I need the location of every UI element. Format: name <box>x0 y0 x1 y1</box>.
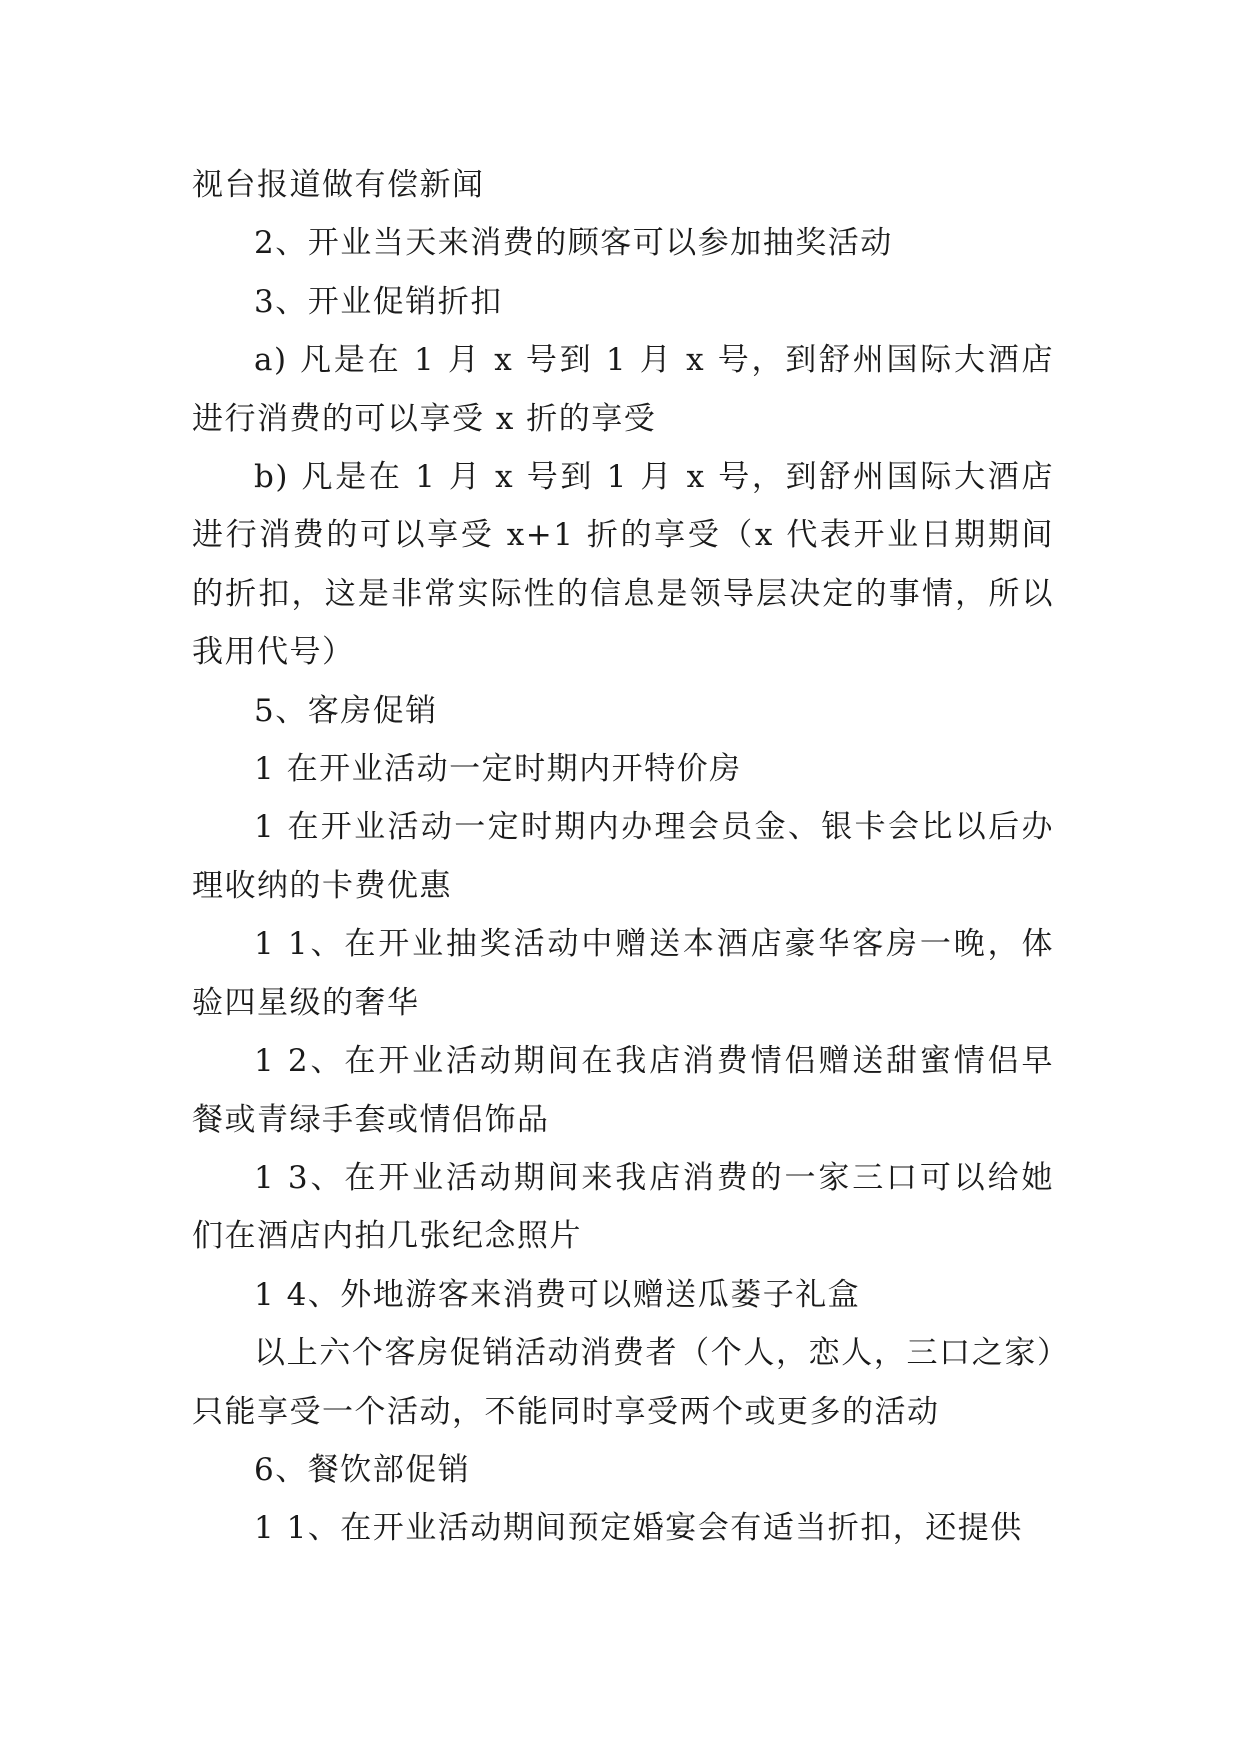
paragraph-1: 视台报道做有偿新闻 <box>192 167 485 203</box>
document-body <box>192 156 1054 1558</box>
paragraph-14: 6、餐饮部促销 <box>254 1451 471 1488</box>
paragraph-10: 1 2、在开业活动期间在我店消费情侣赠送甜蜜情侣早餐或青绿手套或情侣饰品 <box>192 1043 1054 1138</box>
paragraph-3: 3、开业促销折扣 <box>254 283 503 320</box>
paragraph-13: 以上六个客房促销活动消费者（个人，恋人，三口之家）只能享受一个活动，不能同时享受两个或更多的活动 <box>192 1335 1054 1430</box>
paragraph-11: 1 3、在开业活动期间来我店消费的一家三口可以给她们在酒店内拍几张纪念照片 <box>192 1159 1054 1255</box>
paragraph-6: 5、客房促销 <box>254 692 438 729</box>
paragraph-2: 2、开业当天来消费的顾客可以参加抽奖活动 <box>254 225 893 262</box>
paragraph-4: a) 凡是在 1 月 x 号到 1 月 x 号，到舒州国际大酒店进行消费的可以享受 x 折的享受 <box>192 342 1054 437</box>
paragraph-12: 1 4、外地游客来消费可以赠送瓜蒌子礼盒 <box>254 1276 861 1313</box>
paragraph-9: 1 1、在开业抽奖活动中赠送本酒店豪华客房一晚，体验四星级的奢华 <box>192 926 1054 1021</box>
paragraph-7: 1 在开业活动一定时期内开特价房 <box>254 751 742 788</box>
paragraph-15: 1 1、在开业活动期间预定婚宴会有适当折扣，还提供 <box>254 1510 1023 1547</box>
paragraph-5: b) 凡是在 1 月 x 号到 1 月 x 号，到舒州国际大酒店进行消费的可以享受 x+1 折的享受（x 代表开业日期期间的折扣，这是非常实际性的信息是领导层决定的事情，所以我用代号） <box>192 459 1054 671</box>
paragraph-8: 1 在开业活动一定时期内办理会员金、银卡会比以后办理收纳的卡费优惠 <box>192 809 1054 904</box>
